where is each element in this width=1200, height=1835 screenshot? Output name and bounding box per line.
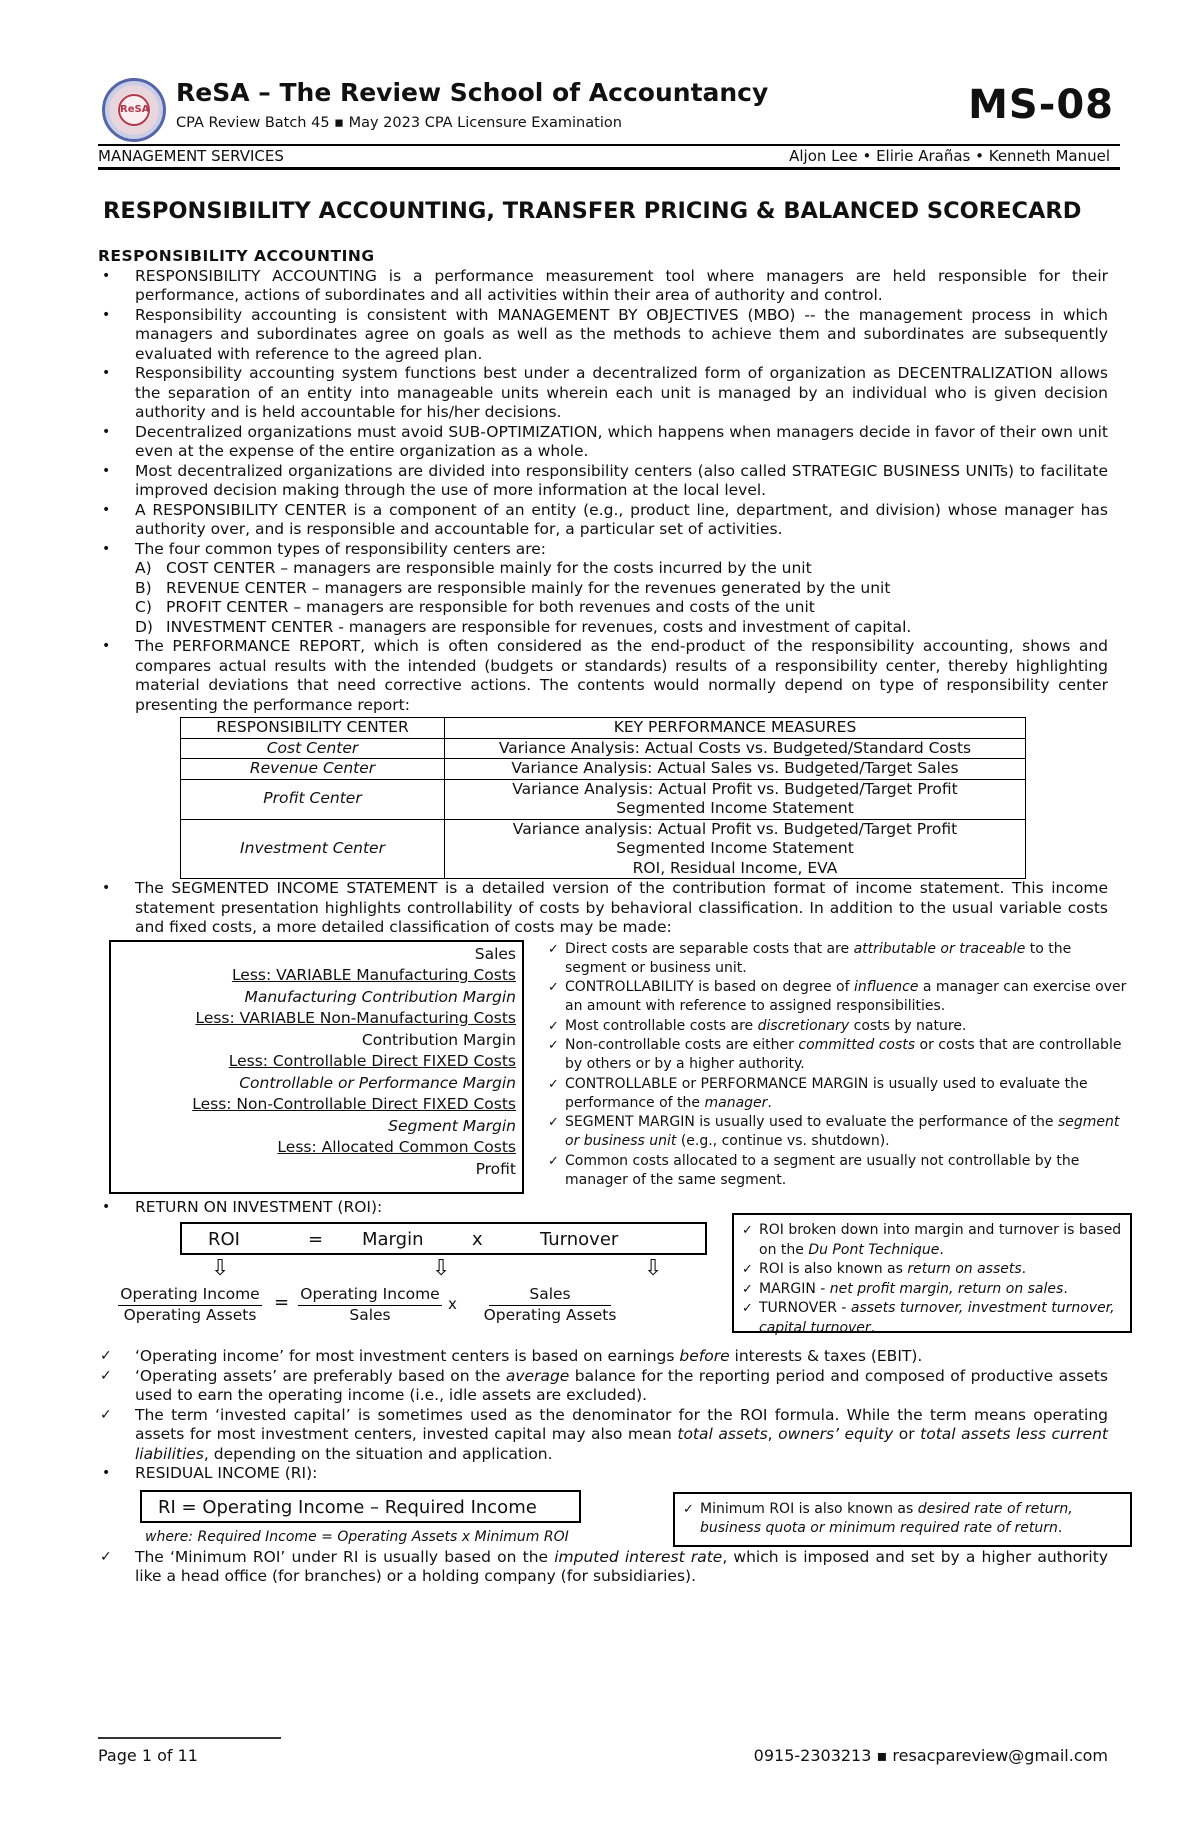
measure-line: Variance Analysis: Actual Sales vs. Budgeted/Target Sales xyxy=(511,759,959,777)
fraction-turnover xyxy=(468,1285,632,1325)
roi-notes-box xyxy=(732,1213,1132,1336)
table-cell-measures xyxy=(445,738,1026,759)
center-type-letter: C) xyxy=(135,598,152,616)
document-title: RESPONSIBILITY ACCOUNTING, TRANSFER PRICING & BALANCED SCORECARD xyxy=(103,198,1082,224)
roi-note xyxy=(742,1280,1122,1300)
note-text: Non-controllable costs are either xyxy=(565,1036,799,1053)
fraction-denominator: Operating Assets xyxy=(483,1305,617,1324)
note-text-end: . xyxy=(870,1319,876,1336)
header-rule xyxy=(98,144,1120,146)
segment-line: Controllable or Performance Margin xyxy=(239,1073,516,1092)
responsibility-center-table xyxy=(180,717,1026,879)
segment-note xyxy=(548,940,1128,979)
center-type-item xyxy=(98,579,1108,599)
note-italic: return on assets xyxy=(907,1261,1022,1277)
bullet-item: • The four common types of responsibility centers are: xyxy=(98,540,1108,560)
authors-label: Aljon Lee • Elirie Arañas • Kenneth Manuel xyxy=(789,147,1110,165)
table-cell-measures xyxy=(445,759,1026,780)
table-row xyxy=(181,819,1026,879)
center-type-letter: D) xyxy=(135,617,153,636)
segment-line: Segment Margin xyxy=(388,1116,516,1135)
table-row xyxy=(181,759,1026,780)
segment-note xyxy=(548,1075,1128,1114)
segment-line: Less: VARIABLE Manufacturing Costs xyxy=(231,966,516,984)
table-header-row xyxy=(181,718,1026,739)
note-italic: total assets less current liabilities xyxy=(135,1425,1108,1463)
fraction-roi xyxy=(108,1285,272,1325)
note-text-end: a manager can exercise over an amount with reference to assigned responsibilities. xyxy=(565,979,1127,1015)
note-text: CONTROLLABLE or PERFORMANCE MARGIN is usually used to evaluate the performance of the xyxy=(565,1075,1088,1111)
roi-note xyxy=(742,1299,1122,1338)
note-italic: committed costs xyxy=(798,1036,916,1053)
note-italic: Du Pont Technique xyxy=(808,1241,940,1258)
ri-where-note: where: Required Income = Operating Assets x Minimum ROI xyxy=(145,1528,569,1545)
arrow-down-icon: ⇩ xyxy=(644,1256,663,1281)
center-type-item xyxy=(98,559,1108,579)
segment-note xyxy=(548,1113,1128,1152)
roi-equals: = xyxy=(308,1229,324,1250)
note-italic: before xyxy=(679,1347,730,1365)
segment-note xyxy=(548,1017,1128,1036)
contact-info: 0915-2303213 ▪ resacpareview@gmail.com xyxy=(753,1746,1108,1765)
ri-check-end: , which is imposed and set by a higher authority like a head office (for branches) or a holding company (for subsidiaries). xyxy=(135,1547,1108,1585)
bullet-item: • Decentralized organizations must avoid SUB-OPTIMIZATION, which happens when managers decide in favor of their own unit even at the expense of the entire organization as a whole. xyxy=(98,423,1108,462)
segment-line: Less: Allocated Common Costs xyxy=(277,1138,516,1156)
ri-check-text: The ‘Minimum ROI’ under RI is usually based on the xyxy=(135,1547,555,1566)
batch-info: CPA Review Batch 45 ▪ May 2023 CPA Licensure Examination xyxy=(176,115,622,131)
ri-note-text: Minimum ROI is also known as xyxy=(700,1500,918,1517)
note-text-end: to the segment or business unit. xyxy=(565,940,1072,976)
bullet-item: • Most decentralized organizations are divided into responsibility centers (also called STRATEGIC BUSINESS UNITs) to facilitate improved decision making through the use of more information at the local level. xyxy=(98,462,1108,501)
note-italic: manager xyxy=(704,1094,768,1111)
table-cell-center: Profit Center xyxy=(181,779,445,819)
note-text-end: . xyxy=(767,1094,772,1111)
note-text: The term ‘invested capital’ is sometimes used as the denominator for the ROI formula. While the term means operating assets for most investment centers, invested capital may also mean xyxy=(135,1405,1108,1443)
note-text: CONTROLLABILITY is based on degree of xyxy=(565,979,854,996)
note-text: Common costs allocated to a segment are usually not controllable by the manager of the same segment. xyxy=(565,1152,1080,1189)
note-italic: owners’ equity xyxy=(778,1425,894,1443)
table-cell-center: Investment Center xyxy=(181,819,445,879)
note-text: ROI broken down into margin and turnover is based on the xyxy=(759,1222,1122,1258)
measure-line: Variance Analysis: Actual Profit vs. Budgeted/Target Profit xyxy=(512,779,958,798)
center-type-text: REVENUE CENTER – managers are responsible mainly for the revenues generated by the unit xyxy=(166,578,891,597)
note-text: , depending on the situation and application. xyxy=(203,1444,553,1463)
header-rule-thick xyxy=(98,167,1120,170)
performance-report-bullet: • The PERFORMANCE REPORT, which is often considered as the end-product of the responsibility accounting, shows and compares actual results with the intended (budgets or standards) results of a responsibility center, thereby highlighting material deviations that need corrective actions. The contents would normally depend on type of responsibility center presenting the performance report: xyxy=(98,637,1108,715)
segment-line: Profit xyxy=(475,1159,516,1178)
ri-heading: • RESIDUAL INCOME (RI): xyxy=(98,1464,1108,1484)
table-cell-measures xyxy=(445,779,1026,819)
note-italic: segment or business unit xyxy=(565,1114,1120,1150)
ri-check xyxy=(98,1548,1108,1587)
note-text: ‘Operating income’ for most investment centers is based on earnings xyxy=(135,1347,680,1365)
roi-margin-term: Margin xyxy=(362,1229,424,1250)
note-text: SEGMENT MARGIN is usually used to evaluate the performance of the xyxy=(565,1114,1058,1131)
bullet-list xyxy=(98,267,1108,560)
measure-line: ROI, Residual Income, EVA xyxy=(632,858,838,877)
note-text-end: (e.g., continue vs. shutdown). xyxy=(676,1133,890,1150)
note-text-end: balance for the reporting period and composed of productive assets used to earn the operating income (i.e., idle assets are excluded). xyxy=(135,1366,1108,1404)
note-text-end: or costs that are controllable by others or by a higher authority. xyxy=(565,1036,1122,1073)
note-text-end: interests & taxes (EBIT). xyxy=(729,1347,923,1365)
roi-check-item xyxy=(98,1347,1108,1367)
center-type-text: PROFIT CENTER – managers are responsible for both revenues and costs of the unit xyxy=(166,598,815,616)
table-row xyxy=(181,738,1026,759)
note-italic: discretionary xyxy=(757,1017,850,1034)
fraction-denominator: Operating Assets xyxy=(123,1305,257,1324)
note-text-end: . xyxy=(1063,1280,1068,1297)
fraction-numerator: Sales xyxy=(489,1285,610,1306)
segmented-statement-bullet: • The SEGMENTED INCOME STATEMENT is a detailed version of the contribution format of income statement. This income statement presentation highlights controllability of costs by behavioral classification. In addition to the usual variable costs and fixed costs, a more detailed classification of costs may be made: xyxy=(98,879,1108,938)
segment-note xyxy=(548,978,1128,1017)
fraction-numerator: Operating Income xyxy=(298,1285,441,1306)
segment-line: Contribution Margin xyxy=(361,1030,516,1049)
note-text: MARGIN - xyxy=(759,1280,830,1297)
segment-line: Sales xyxy=(474,944,516,963)
center-type-text: INVESTMENT CENTER - managers are responsible for revenues, costs and investment of capital. xyxy=(166,617,912,636)
footer-rule xyxy=(98,1737,281,1739)
note-italic: net profit margin, return on sales xyxy=(829,1280,1064,1297)
note-text: ROI is also known as xyxy=(759,1261,908,1277)
equals-sign: = xyxy=(274,1292,290,1313)
note-text-end: . xyxy=(1021,1261,1027,1277)
center-type-text: COST CENTER – managers are responsible mainly for the costs incurred by the unit xyxy=(166,559,812,577)
measure-line: Segmented Income Statement xyxy=(616,839,854,857)
note-italic: total assets xyxy=(677,1425,768,1443)
roi-formula-section xyxy=(98,1217,1122,1347)
fraction-denominator: Sales xyxy=(349,1305,391,1324)
ri-notes-box xyxy=(673,1492,1132,1547)
roi-term: ROI xyxy=(208,1229,240,1250)
roi-formula-box xyxy=(180,1222,707,1255)
ri-note xyxy=(683,1500,1122,1539)
times-sign: x xyxy=(448,1295,457,1313)
bullet-item: • Responsibility accounting system functions best under a decentralized form of organization as DECENTRALIZATION allows the separation of an entity into manageable units wherein each unit is managed by an individual who is given decision authority and is held accountable for his/her decisions. xyxy=(98,364,1108,423)
note-text: Direct costs are separable costs that are xyxy=(565,940,854,957)
content xyxy=(98,247,1127,1587)
roi-turnover-term: Turnover xyxy=(540,1229,619,1250)
table-row xyxy=(181,779,1026,819)
note-text-end: . xyxy=(939,1241,944,1258)
note-italic: average xyxy=(505,1366,570,1385)
center-type-item xyxy=(98,598,1108,618)
arrow-down-icon: ⇩ xyxy=(211,1256,230,1281)
roi-times: x xyxy=(472,1229,483,1250)
center-type-item xyxy=(98,618,1108,638)
table-cell-measures xyxy=(445,819,1026,879)
table-cell-center: Revenue Center xyxy=(181,759,445,780)
roi-checklist xyxy=(98,1347,1108,1464)
ri-formula-box: RI = Operating Income – Required Income xyxy=(140,1490,581,1523)
roi-heading: • RETURN ON INVESTMENT (ROI): xyxy=(98,1198,1108,1218)
measure-line: Variance Analysis: Actual Costs vs. Budgeted/Standard Costs xyxy=(498,738,972,757)
roi-check-item xyxy=(98,1406,1108,1465)
roi-note xyxy=(742,1221,1122,1260)
note-text-end: , xyxy=(767,1425,779,1443)
segment-note xyxy=(548,1036,1128,1075)
fraction-numerator: Operating Income xyxy=(118,1285,261,1306)
note-text: Most controllable costs are xyxy=(565,1017,758,1034)
ri-note-end: . xyxy=(1057,1520,1063,1536)
note-italic: influence xyxy=(853,979,919,996)
table-cell-center: Cost Center xyxy=(181,738,445,759)
section-heading: RESPONSIBILITY ACCOUNTING xyxy=(98,247,375,265)
segmented-section xyxy=(98,940,1127,1198)
arrow-down-icon: ⇩ xyxy=(432,1256,451,1281)
segment-line: Manufacturing Contribution Margin xyxy=(244,987,516,1006)
bullet-item: • A RESPONSIBILITY CENTER is a component of an entity (e.g., product line, department, and division) whose manager has authority over, and is responsible and accountable for, a particular set of activities. xyxy=(98,501,1108,540)
roi-check-item xyxy=(98,1367,1108,1406)
logo-text: ReSA xyxy=(118,94,150,126)
fraction-margin xyxy=(288,1285,452,1325)
handout-code: MS-08 xyxy=(968,82,1114,128)
note-italic: attributable or traceable xyxy=(853,940,1026,957)
measure-line: Segmented Income Statement xyxy=(616,799,854,817)
ri-check-italic: imputed interest rate xyxy=(554,1547,723,1566)
segmented-income-statement-box xyxy=(109,940,524,1194)
segment-line: Less: VARIABLE Non-Manufacturing Costs xyxy=(195,1009,516,1027)
page-number: Page 1 of 11 xyxy=(98,1746,198,1765)
segment-line: Less: Non-Controllable Direct FIXED Costs xyxy=(192,1095,516,1113)
segment-line: Less: Controllable Direct FIXED Costs xyxy=(228,1052,516,1070)
table-header: RESPONSIBILITY CENTER xyxy=(181,718,445,739)
ri-formula-section xyxy=(98,1484,1108,1548)
subject-label: MANAGEMENT SERVICES xyxy=(98,147,284,165)
segment-note xyxy=(548,1152,1128,1191)
table-header: KEY PERFORMANCE MEASURES xyxy=(445,718,1026,739)
center-type-letter: A) xyxy=(135,559,152,577)
note-text: or xyxy=(893,1425,921,1443)
bullet-item: • RESPONSIBILITY ACCOUNTING is a performance measurement tool where managers are held responsible for their performance, actions of subordinates and all activities within their area of authority and control. xyxy=(98,267,1108,306)
segment-notes xyxy=(548,940,1128,1191)
resa-logo-icon xyxy=(102,78,166,142)
note-italic: assets turnover, investment turnover, capital turnover xyxy=(759,1300,1115,1336)
measure-line: Variance analysis: Actual Profit vs. Budgeted/Target Profit xyxy=(512,819,958,838)
ri-note-italic: desired rate of return, business quota or minimum required rate of return xyxy=(700,1500,1073,1536)
page-header xyxy=(98,74,1120,170)
school-name: ReSA – The Review School of Accountancy xyxy=(176,78,769,107)
note-text: TURNOVER - xyxy=(759,1300,851,1316)
center-type-letter: B) xyxy=(135,578,152,597)
center-types-list xyxy=(98,559,1108,637)
note-text-end: costs by nature. xyxy=(849,1017,967,1034)
roi-note xyxy=(742,1260,1122,1280)
bullet-item: • Responsibility accounting is consistent with MANAGEMENT BY OBJECTIVES (MBO) -- the management process in which managers and subordinates agree on goals as well as the methods to achieve them and subordinates are subsequently evaluated with reference to the agreed plan. xyxy=(98,306,1108,365)
note-text: ‘Operating assets’ are preferably based on the xyxy=(135,1366,506,1385)
